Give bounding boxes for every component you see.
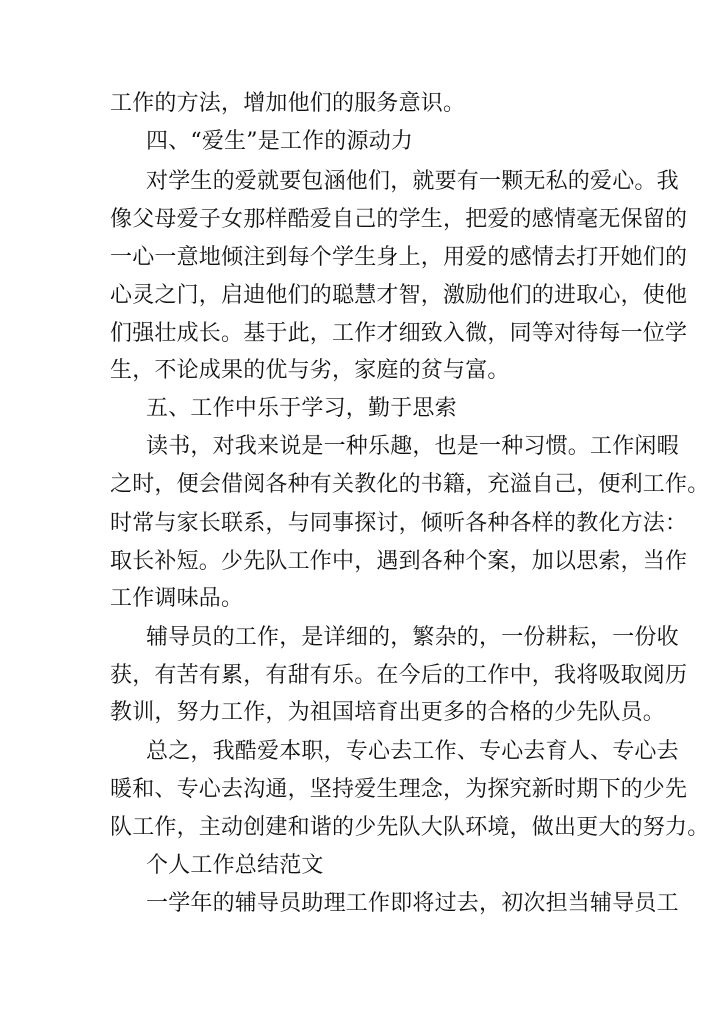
section-heading: 五、工作中乐于学习，勤于思索: [146, 396, 457, 421]
paragraph-line: 总之，我酷爱本职，专心去工作、专心去育人、专心去: [146, 739, 679, 764]
paragraph-line: 工作调味品。: [110, 586, 244, 611]
paragraph-line: 时常与家长联系，与同事探讨，倾听各种各样的教化方法：: [110, 511, 688, 536]
paragraph-line: 教训，努力工作，为祖国培育出更多的合格的少先队员。: [110, 700, 666, 725]
paragraph-line: 获，有苦有累，有甜有乐。在今后的工作中，我将吸取阅历: [110, 663, 688, 688]
paragraph-line: 一心一意地倾注到每个学生身上，用爱的感情去打开她们的: [110, 245, 688, 270]
paragraph-line: 一学年的辅导员助理工作即将过去，初次担当辅导员工: [146, 891, 679, 916]
paragraph-line: 暖和、专心去沟通，坚持爱生理念，为探究新时期下的少先: [110, 777, 688, 802]
section-heading: 四、“爱生”是工作的源动力: [146, 129, 414, 154]
paragraph-line: 们强壮成长。基于此，工作才细致入微，同等对待每一位学: [110, 321, 688, 346]
paragraph-line: 之时，便会借阅各种有关教化的书籍，充溢自己，便利工作。: [110, 472, 710, 497]
paragraph-line: 读书，对我来说是一种乐趣，也是一种习惯。工作闲暇: [146, 434, 679, 459]
paragraph-line: 对学生的爱就要包涵他们，就要有一颗无私的爱心。我: [146, 169, 679, 194]
paragraph-line: 取长补短。少先队工作中，遇到各种个案，加以思索，当作: [110, 549, 688, 574]
section-heading: 个人工作总结范文: [146, 853, 324, 878]
paragraph-line: 工作的方法，增加他们的服务意识。: [110, 91, 466, 116]
paragraph-line: 像父母爱子女那样酷爱自己的学生，把爱的感情毫无保留的: [110, 207, 688, 232]
paragraph-line: 心灵之门，启迪他们的聪慧才智，激励他们的进取心，使他: [110, 283, 688, 308]
paragraph-line: 生，不论成果的优与劣，家庭的贫与富。: [110, 358, 510, 383]
paragraph-line: 队工作，主动创建和谐的少先队大队环境，做出更大的努力。: [110, 815, 710, 840]
paragraph-line: 辅导员的工作，是详细的，繁杂的，一份耕耘，一份收: [146, 625, 679, 650]
